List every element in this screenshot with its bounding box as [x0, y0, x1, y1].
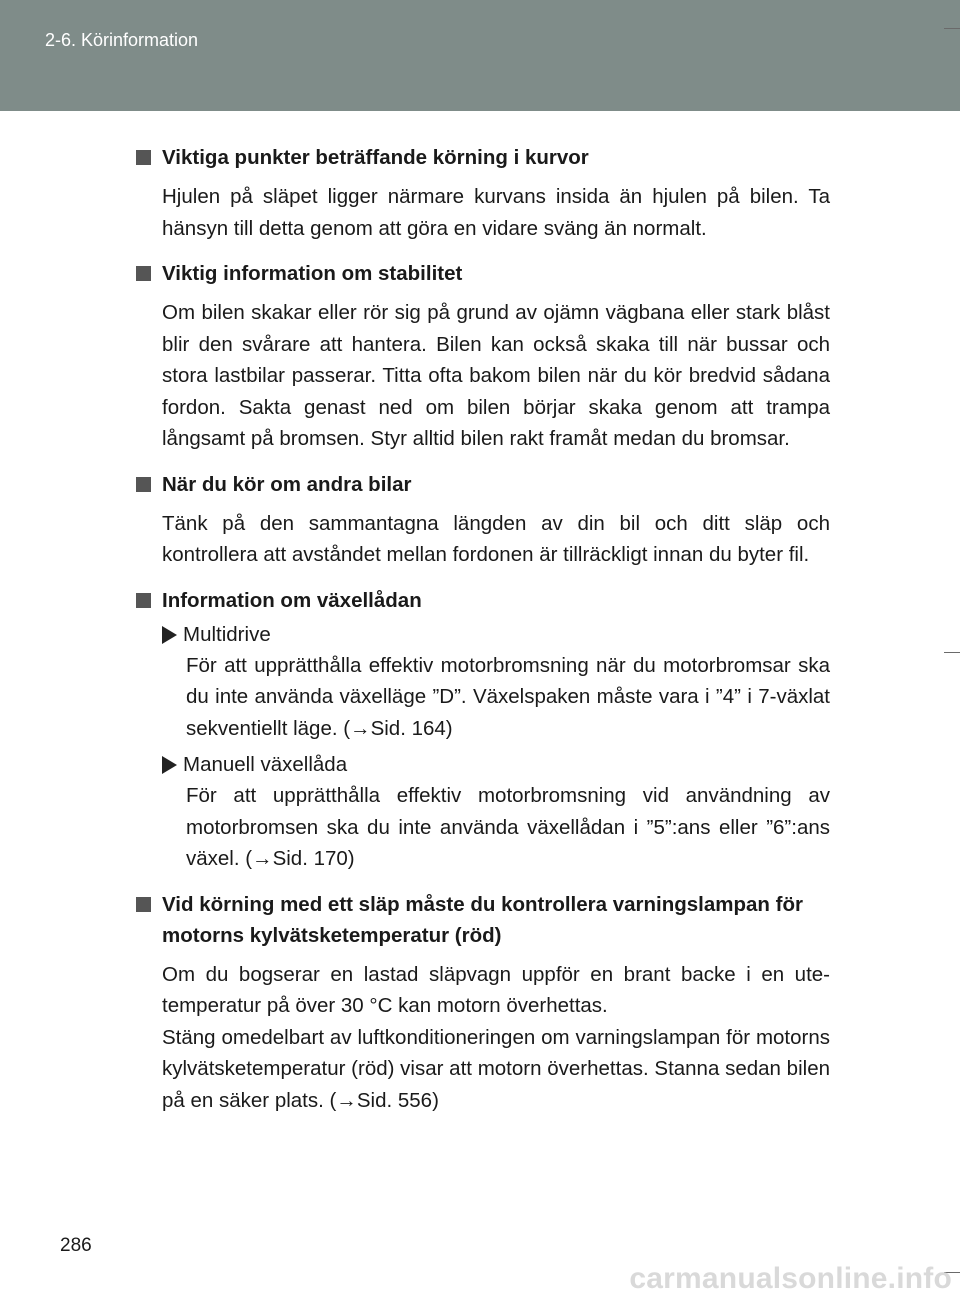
crop-mark	[944, 28, 960, 29]
page-number: 286	[60, 1235, 92, 1256]
crop-mark	[944, 652, 960, 653]
square-bullet-icon	[136, 593, 151, 608]
square-bullet-icon	[136, 266, 151, 281]
chapter-header-bar	[0, 0, 960, 111]
square-bullet-icon	[136, 150, 151, 165]
section-coolant-warning	[136, 889, 830, 1117]
subitem-text: För att upprätthålla effektiv motorbromsning vid användning av motorbromsen ska du inte använda växellådan i ”5”:ans eller ”6”:ans växel. (→Sid. 170)	[186, 784, 830, 870]
triangle-bullet-icon	[162, 756, 177, 774]
section-heading: Viktig information om stabilitet	[136, 258, 830, 289]
section-body	[162, 508, 830, 571]
section-heading: Vid körning med ett släp måste du kontrollera varningslampan för motorns kylvätsketemperatur (röd)	[136, 889, 830, 951]
paragraph: Om du bogserar en lastad släpvagn uppför en brant backe i en ute-temperatur på över 30 °C kan motorn överhettas.	[162, 962, 830, 1017]
subitem-multidrive	[162, 620, 830, 745]
section-heading: Viktiga punkter beträffande körning i kurvor	[136, 142, 830, 173]
paragraph: Stäng omedelbart av luftkonditioneringen om varningslampan för motorns kylvätsketemperatur (röd) visar att motorn överhettas. Stanna sedan bilen på en säker plats. (→Sid. 556)	[162, 1025, 830, 1112]
section-heading: När du kör om andra bilar	[136, 469, 830, 500]
section-curves	[136, 142, 830, 244]
watermark: carmanualsonline.info	[629, 1262, 952, 1295]
subitem-manual	[162, 750, 830, 875]
section-body	[162, 181, 830, 244]
section-overtaking	[136, 469, 830, 571]
subitem-title: Multidrive	[162, 620, 830, 650]
section-transmission	[136, 585, 830, 875]
page-content	[136, 142, 830, 1130]
subitem-title: Manuell växellåda	[162, 750, 830, 780]
section-body	[162, 959, 830, 1117]
section-heading: Information om växellådan	[136, 585, 830, 616]
subitem-text: För att upprätthålla effektiv motorbromsning när du motorbromsar ska du inte använda växelläge ”D”. Växelspaken måste vara i ”4” i 7-växlat sekventiellt läge. (→Sid. 164)	[186, 653, 830, 740]
square-bullet-icon	[136, 897, 151, 912]
paragraph: Hjulen på släpet ligger närmare kurvans insida än hjulen på bilen. Ta hänsyn till detta genom att göra en vidare sväng än normalt.	[162, 185, 830, 240]
paragraph: Tänk på den sammantagna längden av din bil och ditt släp och kontrollera att avståndet mellan fordonen är tillräckligt innan du byter fil.	[162, 511, 830, 566]
square-bullet-icon	[136, 477, 151, 492]
chapter-title: 2-6. Körinformation	[45, 30, 199, 50]
section-body	[162, 297, 830, 455]
paragraph: Om bilen skakar eller rör sig på grund av ojämn vägbana eller stark blåst blir den svårare att hantera. Bilen kan också skaka till när bussar och stora lastbilar passerar. Titta ofta bakom bilen när du kör bredvid sådana fordon. Sakta genast ned om bilen börjar skaka genom att trampa långsamt på bromsen. Styr alltid bilen rakt framåt medan du bromsar.	[162, 301, 830, 450]
section-stability	[136, 258, 830, 455]
triangle-bullet-icon	[162, 626, 177, 644]
